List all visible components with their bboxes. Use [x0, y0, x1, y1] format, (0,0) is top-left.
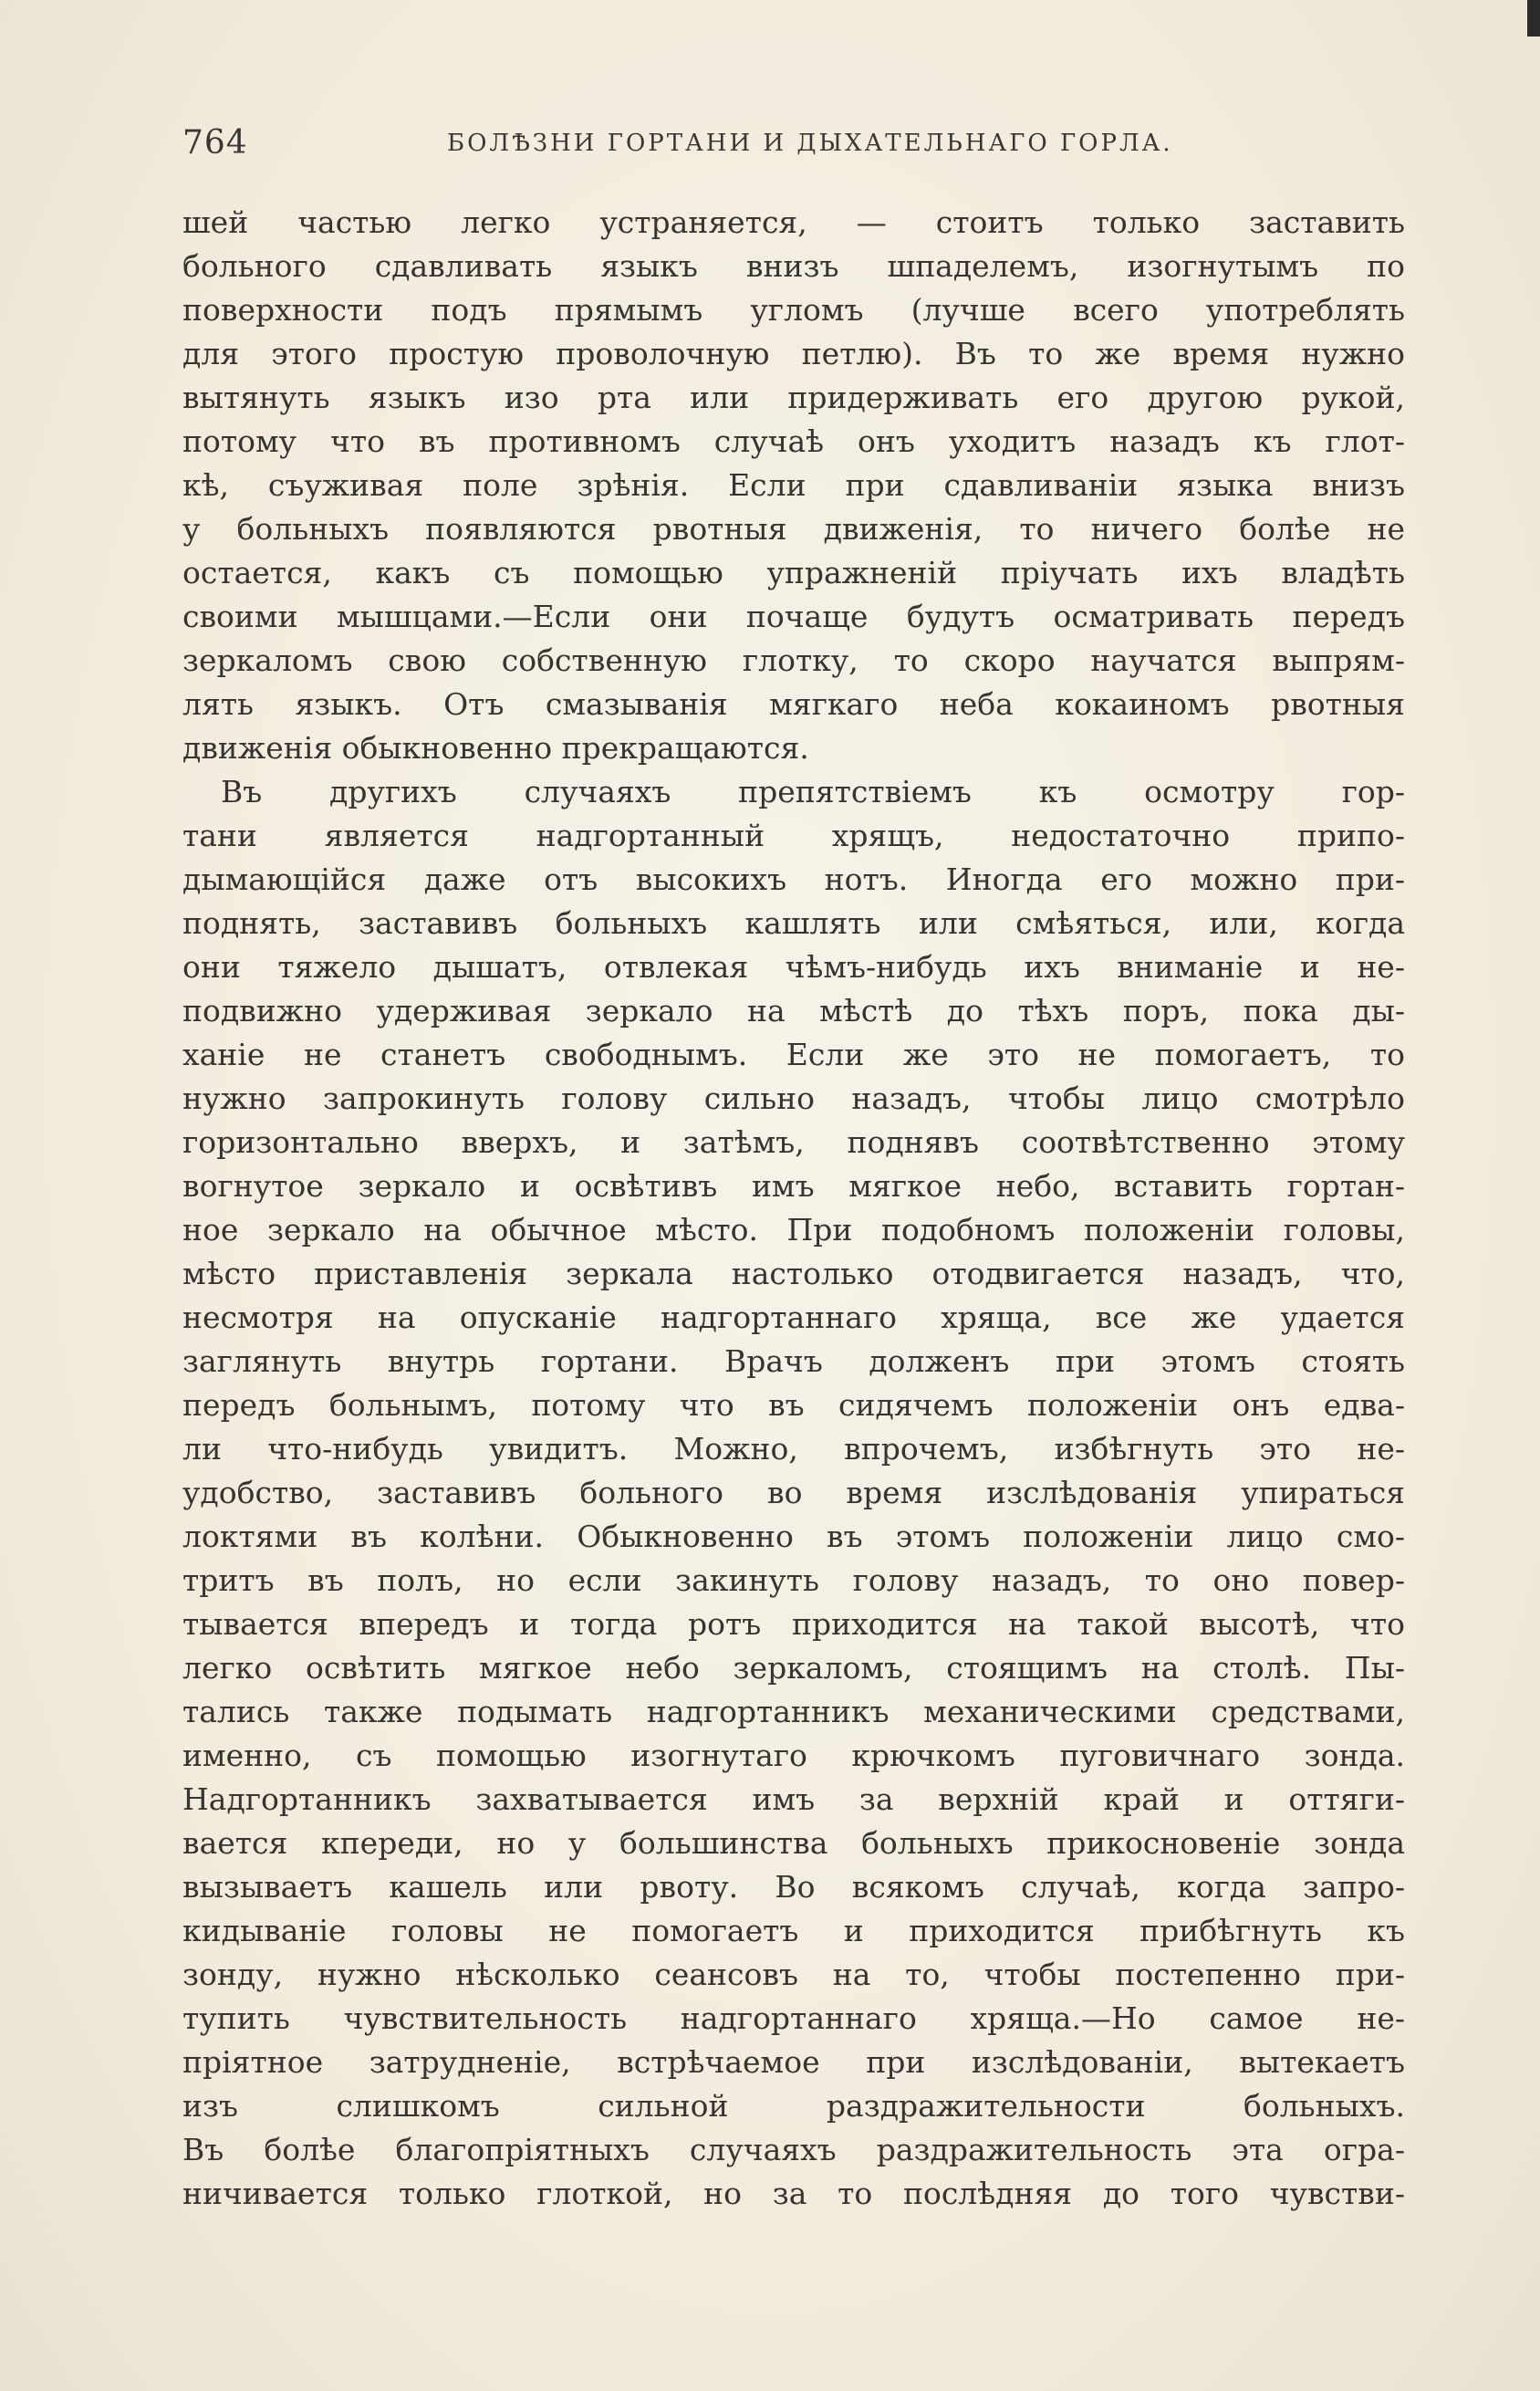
text-line: ханіе не станетъ свободнымъ. Если же это не помогаетъ, то — [182, 1037, 1405, 1072]
text-line: вызываетъ кашель или рвоту. Во всякомъ случаѣ, когда запро- — [182, 1869, 1405, 1905]
text-line: у больныхъ появляются рвотныя движенія, то ничего болѣе не — [182, 511, 1405, 547]
text-line: лять языкъ. Отъ смазыванія мягкаго неба кокаиномъ рвотныя — [182, 686, 1405, 722]
text-line: ли что-нибудь увидитъ. Можно, впрочемъ, избѣгнуть это не- — [182, 1431, 1405, 1467]
text-line: подвижно удерживая зеркало на мѣстѣ до тѣхъ поръ, пока ды- — [182, 993, 1405, 1028]
text-line: ничивается только глоткой, но за то послѣдняя до того чувстви- — [182, 2176, 1405, 2211]
text-line: движенія обыкновенно прекращаются. — [182, 730, 809, 766]
text-line: больного сдавливать языкъ внизъ шпаделемъ, изогнутымъ по — [182, 248, 1405, 284]
page-header — [182, 117, 1405, 172]
text-line: Въ другихъ случаяхъ препятствіемъ къ осмотру гор- — [221, 774, 1405, 809]
text-line: тупить чувствительность надгортаннаго хряща.—Но самое не- — [182, 2000, 1405, 2036]
text-line: поднять, заставивъ больныхъ кашлять или смѣяться, или, когда — [182, 905, 1405, 941]
text-line: мѣсто приставленія зеркала настолько отодвигается назадъ, что, — [182, 1256, 1405, 1291]
text-line: поверхности подъ прямымъ угломъ (лучше всего употреблять — [182, 292, 1405, 328]
text-line: кидываніе головы не помогаетъ и приходится прибѣгнуть къ — [182, 1913, 1405, 1948]
text-line: дымающійся даже отъ высокихъ нотъ. Иногда его можно при- — [182, 861, 1405, 897]
text-line: Надгортанникъ захватывается имъ за верхній край и оттяги- — [182, 1781, 1405, 1817]
text-line: заглянуть внутрь гортани. Врачъ долженъ при этомъ стоять — [182, 1343, 1405, 1379]
text-line: для этого простую проволочную петлю). Въ то же время нужно — [182, 336, 1405, 371]
text-line: вается кпереди, но у большинства больныхъ прикосновеніе зонда — [182, 1825, 1405, 1861]
text-line: передъ больнымъ, потому что въ сидячемъ положеніи онъ едва- — [182, 1387, 1405, 1423]
text-line: потому что въ противномъ случаѣ онъ уходитъ назадъ къ глот- — [182, 423, 1405, 459]
text-line: удобство, заставивъ больного во время изслѣдованія упираться — [182, 1475, 1405, 1510]
text-line: вытянуть языкъ изо рта или придерживать его другою рукой, — [182, 380, 1405, 415]
text-line: именно, съ помощью изогнутаго крючкомъ пуговичнаго зонда. — [182, 1738, 1405, 1773]
text-line: несмотря на опусканіе надгортаннаго хряща, все же удается — [182, 1300, 1405, 1335]
text-line: локтями въ колѣни. Обыкновенно въ этомъ положеніи лицо смо- — [182, 1519, 1405, 1554]
text-line: они тяжело дышатъ, отвлекая чѣмъ-нибудь ихъ вниманіе и не- — [182, 949, 1405, 985]
text-line: пріятное затрудненіе, встрѣчаемое при изслѣдованіи, вытекаетъ — [182, 2044, 1405, 2080]
text-line: ное зеркало на обычное мѣсто. При подобномъ положеніи головы, — [182, 1212, 1405, 1248]
page-edge-mark — [1527, 0, 1540, 37]
text-line: горизонтально вверхъ, и затѣмъ, поднявъ соотвѣтственно этому — [182, 1124, 1405, 1160]
text-line: шей частью легко устраняется, — стоитъ только заставить — [182, 204, 1405, 240]
text-line: зеркаломъ свою собственную глотку, то скоро научатся выпрям- — [182, 642, 1405, 678]
text-line: тритъ въ полъ, но если закинуть голову назадъ, то оно повер- — [182, 1562, 1405, 1598]
text-line: своими мышцами.—Если они почаще будутъ осматривать передъ — [182, 599, 1405, 634]
text-line: тались также подымать надгортанникъ механическими средствами, — [182, 1694, 1405, 1729]
text-line: нужно запрокинуть голову сильно назадъ, чтобы лицо смотрѣло — [182, 1081, 1405, 1116]
body-text — [182, 201, 1405, 2216]
text-line: вогнутое зеркало и освѣтивъ имъ мягкое небо, вставить гортан- — [182, 1168, 1405, 1204]
text-line: Въ болѣе благопріятныхъ случаяхъ раздражительность эта огра- — [182, 2132, 1405, 2167]
running-head: БОЛѢЗНИ ГОРТАНИ И ДЫХАТЕЛЬНАГО ГОРЛА. — [447, 130, 1173, 157]
page-number: 764 — [182, 124, 248, 162]
text-line: зонду, нужно нѣсколько сеансовъ на то, чтобы постепенно при- — [182, 1957, 1405, 1992]
text-line: легко освѣтить мягкое небо зеркаломъ, стоящимъ на столѣ. Пы- — [182, 1650, 1405, 1686]
text-line: кѣ, съуживая поле зрѣнія. Если при сдавливаніи языка внизъ — [182, 467, 1405, 503]
text-line: остается, какъ съ помощью упражненій пріучать ихъ владѣть — [182, 555, 1405, 590]
text-line: тани является надгортанный хрящъ, недостаточно припо- — [182, 818, 1405, 853]
text-line: тывается впередъ и тогда ротъ приходится на такой высотѣ, что — [182, 1606, 1405, 1642]
text-line: изъ слишкомъ сильной раздражительности больныхъ. — [182, 2088, 1405, 2124]
